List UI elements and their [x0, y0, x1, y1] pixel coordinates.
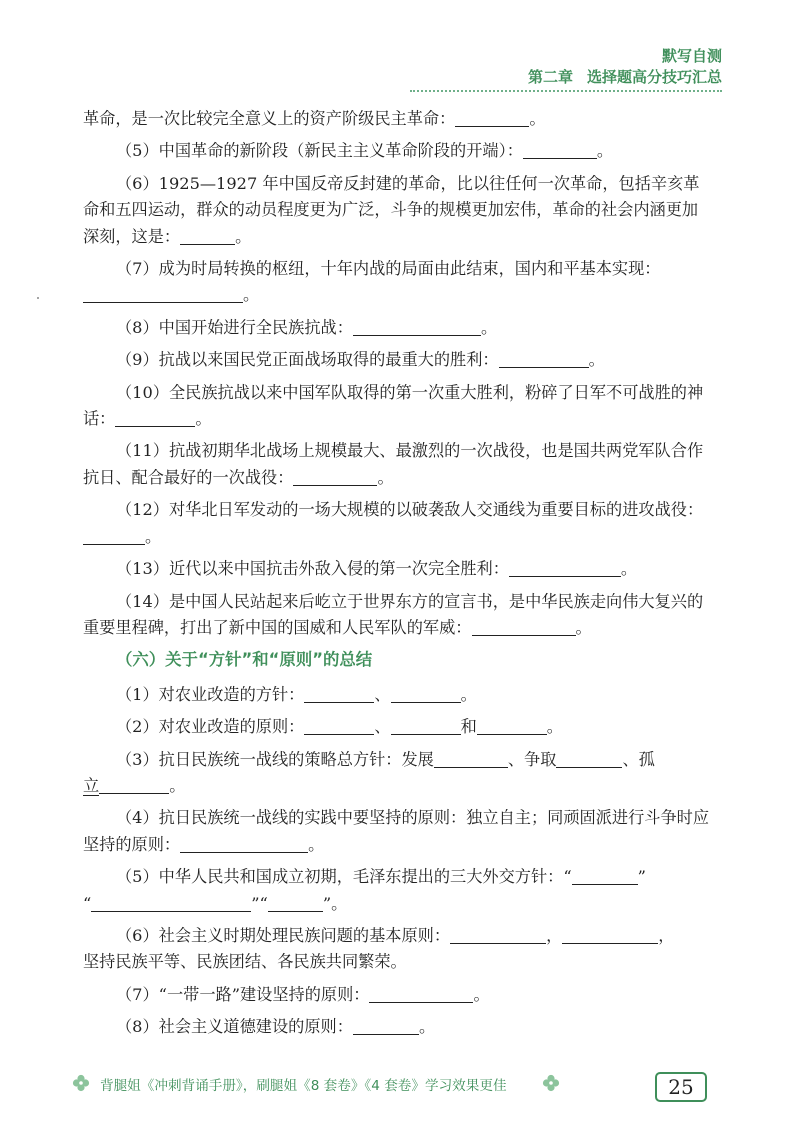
- page-content: [83, 106, 713, 1047]
- answer-blank[interactable]: [304, 718, 374, 735]
- principle-2: （2）对农业改造的原则： 、 和 。: [116, 717, 563, 737]
- clover-flower-icon: [542, 1074, 560, 1092]
- answer-blank[interactable]: [455, 110, 529, 127]
- question-8: （8）中国开始进行全民族抗战： 。: [116, 317, 498, 337]
- question-10: （10）全民族抗战以来中国军队取得的第一次重大胜利，粉碎了日军不可战胜的神话： 。: [83, 382, 704, 429]
- answer-blank[interactable]: [499, 351, 589, 368]
- answer-blank[interactable]: [556, 751, 622, 768]
- answer-blank[interactable]: [572, 868, 638, 885]
- question-14: （14）是中国人民站起来后屹立于世界东方的宣言书，是中华民族走向伟大复兴的重要里程碑，打出了新中国的国威和人民军队的军威： 。: [83, 591, 704, 637]
- header-subtitle: 选择题高分技巧汇总: [586, 68, 722, 86]
- question-12: （12）对华北日军发动的一场大规模的以破袭敌人交通线为重要目标的进攻战役：。: [83, 497, 713, 550]
- page-number: 25: [655, 1072, 707, 1102]
- header-chapter-line: [528, 67, 722, 87]
- clover-flower-icon: [72, 1074, 90, 1092]
- answer-blank[interactable]: [391, 686, 461, 703]
- answer-blank[interactable]: [477, 718, 547, 735]
- stray-dot: [37, 297, 39, 299]
- principle-4: （4）抗日民族统一战线的实践中要坚持的原则：独立自主；同顽固派进行斗争时应坚持的原则： 。: [83, 808, 710, 854]
- answer-blank[interactable]: [353, 319, 481, 336]
- answer-blank[interactable]: [83, 528, 145, 545]
- question-13: （13）近代以来中国抗击外敌入侵的第一次完全胜利： 。: [116, 559, 638, 579]
- principle-8: （8）社会主义道德建设的原则： 。: [116, 1017, 436, 1037]
- answer-blank[interactable]: [353, 1018, 419, 1035]
- answer-blank[interactable]: [180, 228, 235, 245]
- running-header: [528, 46, 722, 87]
- question-9: （9）抗战以来国民党正面战场取得的最重大的胜利： 。: [116, 350, 605, 370]
- answer-blank[interactable]: [369, 986, 473, 1003]
- footer-promo-text: 背腿姐《冲刺背诵手册》，刷腿姐《8 套卷》《4 套卷》学习效果更佳: [100, 1078, 507, 1094]
- answer-blank[interactable]: [450, 927, 546, 944]
- question-5: （5）中国革命的新阶段（新民主主义革命阶段的开端）： 。: [116, 141, 614, 161]
- header-title: 默写自测: [661, 47, 722, 65]
- header-divider: [410, 90, 722, 92]
- answer-blank[interactable]: [472, 619, 576, 636]
- principle-5: （5）中华人民共和国成立初期，毛泽东提出的三大外交方针：“ ” “ ”“ ”。: [83, 867, 646, 913]
- continuation-paragraph: 革命，是一次比较完全意义上的资产阶级民主革命： 。: [83, 109, 546, 128]
- answer-blank[interactable]: [293, 469, 377, 486]
- answer-blank[interactable]: [523, 142, 597, 159]
- question-7: （7）成为时局转换的枢纽，十年内战的局面由此结束，国内和平基本实现：。: [83, 256, 713, 309]
- answer-blank[interactable]: [562, 927, 658, 944]
- principle-3: （3）抗日民族统一战线的策略总方针：发展 、争取 、孤 立 。: [83, 749, 655, 795]
- answer-blank[interactable]: [509, 560, 621, 577]
- answer-blank[interactable]: [83, 286, 243, 303]
- answer-blank[interactable]: [391, 718, 461, 735]
- question-11: （11）抗战初期华北战场上规模最大、最激烈的一次战役，也是国共两党军队合作抗日、配合最好的一次战役： 。: [83, 441, 704, 487]
- header-chapter: 第二章: [527, 68, 573, 86]
- answer-blank[interactable]: [180, 836, 308, 853]
- answer-blank[interactable]: [91, 895, 251, 912]
- principle-7: （7）“一带一路”建设坚持的原则： 。: [116, 984, 490, 1004]
- answer-blank[interactable]: [304, 686, 374, 703]
- principle-6: （6）社会主义时期处理民族问题的基本原则： ， ， 坚持民族平等、民族团结、各民族共同繁荣。: [83, 925, 675, 972]
- answer-blank[interactable]: [268, 895, 323, 912]
- answer-blank[interactable]: [434, 751, 508, 768]
- answer-blank[interactable]: [99, 777, 169, 794]
- principle-1: （1）对农业改造的方针： 、 。: [116, 684, 477, 704]
- question-6: （6）1925—1927 年中国反帝反封建的革命，比以往任何一次革命，包括辛亥革命和五四运动，群众的动员程度更为广泛，斗争的规模更加宏伟，革命的社会内涵更加深刻，这是： 。: [83, 173, 700, 246]
- answer-blank[interactable]: [115, 410, 195, 427]
- section-heading: （六）关于“方针”和“原则”的总结: [116, 650, 373, 670]
